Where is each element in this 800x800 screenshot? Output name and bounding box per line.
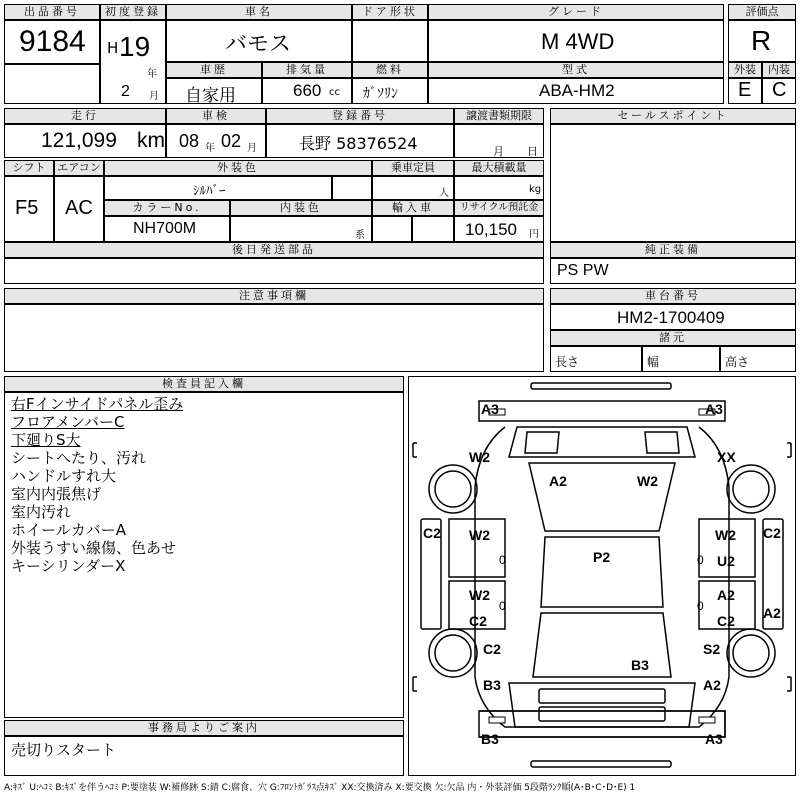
inspector-line: 外装うすい線傷、色あせ [11, 539, 177, 557]
color-no-cell [104, 216, 230, 242]
damage-code: A3 [705, 731, 723, 747]
import-cell-b [412, 216, 454, 242]
damage-code: XX [717, 449, 736, 465]
mileage: 121,099 [41, 129, 117, 152]
shift-cell [4, 176, 54, 242]
damage-code: 0 [499, 553, 506, 567]
genuine-cell [550, 258, 796, 284]
damage-code: W2 [469, 527, 490, 543]
color-no-label: カラーNo. [104, 200, 230, 216]
mileage-unit: km [137, 129, 165, 152]
office-cell [4, 736, 404, 776]
interior-grade-label: 内装 [762, 62, 796, 78]
car-name: バモス [225, 32, 292, 57]
spec-width: 幅 [647, 355, 660, 369]
grade-cell [428, 20, 724, 62]
recycle-label: リサイクル預託金 [454, 200, 544, 216]
interior-grade-cell [762, 78, 796, 104]
lot-number-cell [4, 20, 100, 64]
transfer-cell [454, 124, 544, 158]
plate-cell [266, 124, 454, 158]
spec-height-cell [720, 346, 796, 372]
inspector-line: シートへたり、汚れ [11, 449, 147, 467]
exterior-grade-label: 外装 [728, 62, 762, 78]
model: ABA-HM2 [539, 81, 615, 100]
recycle-cell [454, 216, 544, 242]
caution-label: 注意事項欄 [4, 288, 544, 304]
sales-point-label: セールスポイント [550, 108, 796, 124]
lot-number-label: 出品番号 [4, 4, 100, 20]
damage-code: B3 [631, 657, 649, 673]
damage-code: A2 [763, 605, 781, 621]
damage-code: A2 [703, 677, 721, 693]
car-name-cell [166, 20, 352, 62]
transfer-day: 日 [527, 145, 538, 158]
damage-code: A2 [549, 473, 567, 489]
inspector-line: フロアメンバーC [11, 413, 125, 431]
office-label: 事務局よりご案内 [4, 720, 404, 736]
damage-code: C2 [483, 641, 501, 657]
shift: F5 [15, 197, 39, 219]
damage-code: U2 [717, 553, 735, 569]
damage-code: A2 [717, 587, 735, 603]
inspection-year: 08 [179, 131, 200, 151]
first-reg-month: 2 [121, 83, 130, 100]
damage-code: A3 [705, 401, 723, 417]
sales-point-cell [550, 124, 796, 242]
interior-color-cell [230, 216, 372, 242]
mileage-label: 走行 [4, 108, 166, 124]
later-parts-label: 後日発送部品 [4, 242, 544, 258]
interior-grade: C [772, 79, 787, 101]
door-cell [352, 20, 428, 62]
transfer-label: 譲渡書類期限 [454, 108, 544, 124]
load-unit: kg [529, 184, 542, 195]
month-unit: 月 [149, 91, 159, 102]
displacement-unit: cc [329, 87, 340, 98]
ac-label: エアコン [54, 160, 104, 176]
score-cell [728, 20, 796, 62]
first-reg-year: 19 [119, 31, 151, 62]
damage-code: W2 [715, 527, 736, 543]
chassis: HM2-1700409 [617, 308, 725, 327]
capacity-unit: 人 [439, 188, 449, 199]
spec-label: 諸元 [550, 330, 796, 346]
office-text: 売切りスタート [11, 741, 117, 759]
recycle: 10,150 [465, 220, 517, 239]
ac-cell [54, 176, 104, 242]
inspector-cell [4, 392, 404, 718]
legend: A:ｷｽﾞ U:ﾍｺﾐ B:ｷｽﾞを伴うﾍｺﾐ P:要塗装 W:補修跡 S:錆 C:腐食、穴 G:ﾌﾛﾝﾄｶﾞﾗｽ点ｷｽﾞ XX:交換済み X:要交換 欠:欠品 内・外装評価 5段階ﾗﾝｸ順(A･B･C･D･E) 1 [4, 783, 636, 793]
interior-color-label: 内装色 [230, 200, 372, 216]
damage-code: W2 [469, 587, 490, 603]
plate: 長野 58376524 [299, 134, 418, 153]
model-label: 型式 [428, 62, 724, 78]
inspector-line: 下廻りS大 [11, 431, 81, 449]
exterior-grade: E [738, 79, 752, 101]
genuine-label: 純正装備 [550, 242, 796, 258]
car-name-label: 車名 [166, 4, 352, 20]
capacity-label: 乗車定員 [372, 160, 454, 176]
inspector-line: 室内内張焦げ [11, 485, 102, 503]
inspection-cell [166, 124, 266, 158]
displacement-cell [262, 78, 352, 104]
spec-width-cell [642, 346, 720, 372]
chassis-cell [550, 304, 796, 330]
lot-number: 9184 [19, 25, 86, 58]
inspector-label: 検査員記入欄 [4, 376, 404, 392]
spec-length-cell [550, 346, 642, 372]
lot-blank-cell [4, 64, 100, 104]
damage-code: C2 [717, 613, 735, 629]
exterior-color: ｼﾙﾊﾞｰ [193, 184, 226, 199]
caution-cell [4, 304, 544, 372]
car-outline [409, 377, 795, 775]
year-unit: 年 [147, 69, 157, 80]
import-label: 輸入車 [372, 200, 454, 216]
load-label: 最大積載量 [454, 160, 544, 176]
damage-code: 0 [697, 553, 704, 567]
door-label: ドア形状 [352, 4, 428, 20]
damage-code: B3 [481, 731, 499, 747]
inspector-line: キーシリンダーX [11, 557, 126, 575]
damage-code: 0 [697, 599, 704, 613]
score-label: 評価点 [728, 4, 796, 20]
mileage-cell [4, 124, 166, 158]
fuel: ｶﾞｿﾘﾝ [363, 86, 398, 102]
inspection-label: 車検 [166, 108, 266, 124]
damage-code: W2 [637, 473, 658, 489]
exterior-color-label: 外装色 [104, 160, 372, 176]
grade: M 4WD [541, 29, 615, 54]
plate-label: 登録番号 [266, 108, 454, 124]
displacement: 660 [293, 81, 322, 100]
transfer-month: 月 [493, 145, 504, 158]
exterior-color-extra [332, 176, 372, 200]
inspector-line: 室内汚れ [11, 503, 72, 521]
first-reg-label: 初度登録 [100, 4, 166, 20]
damage-code: A3 [481, 401, 499, 417]
damage-code: C2 [763, 525, 781, 541]
load-cell [454, 176, 544, 200]
first-reg-cell [100, 20, 166, 104]
inspector-line: ホイールカバーA [11, 521, 126, 539]
history-cell [166, 78, 262, 104]
recycle-unit: 円 [529, 229, 539, 240]
model-cell [428, 78, 724, 104]
era: H [107, 39, 119, 57]
history: 自家用 [185, 86, 236, 106]
import-cell-a [372, 216, 412, 242]
damage-code: P2 [593, 549, 611, 565]
ac: AC [65, 197, 93, 219]
damage-code: 0 [499, 599, 506, 613]
fuel-label: 燃料 [352, 62, 428, 78]
shift-label: シフト [4, 160, 54, 176]
color-no: NH700M [133, 220, 197, 237]
damage-code: C2 [469, 613, 487, 629]
history-label: 車歴 [166, 62, 262, 78]
score: R [751, 25, 772, 56]
displacement-label: 排気量 [262, 62, 352, 78]
spec-length: 長さ [555, 355, 580, 369]
spec-height: 高さ [725, 355, 750, 369]
later-parts-cell [4, 258, 544, 284]
grade-label: グレード [428, 4, 724, 20]
damage-code: S2 [703, 641, 721, 657]
interior-color-unit: 系 [355, 230, 365, 241]
damage-code: C2 [423, 525, 441, 541]
exterior-color-cell [104, 176, 332, 200]
capacity-cell [372, 176, 454, 200]
inspection-year-unit: 年 [205, 143, 215, 154]
damage-diagram [408, 376, 796, 776]
damage-code: B3 [483, 677, 501, 693]
inspection-month: 02 [221, 131, 242, 151]
fuel-cell [352, 78, 428, 104]
exterior-grade-cell [728, 78, 762, 104]
damage-code: W2 [469, 449, 490, 465]
genuine: PS PW [557, 262, 609, 279]
chassis-label: 車台番号 [550, 288, 796, 304]
inspection-month-unit: 月 [247, 143, 257, 154]
inspector-line: 右Fインサイドパネル歪み [11, 395, 184, 413]
inspector-line: ハンドルすれ大 [11, 467, 117, 485]
